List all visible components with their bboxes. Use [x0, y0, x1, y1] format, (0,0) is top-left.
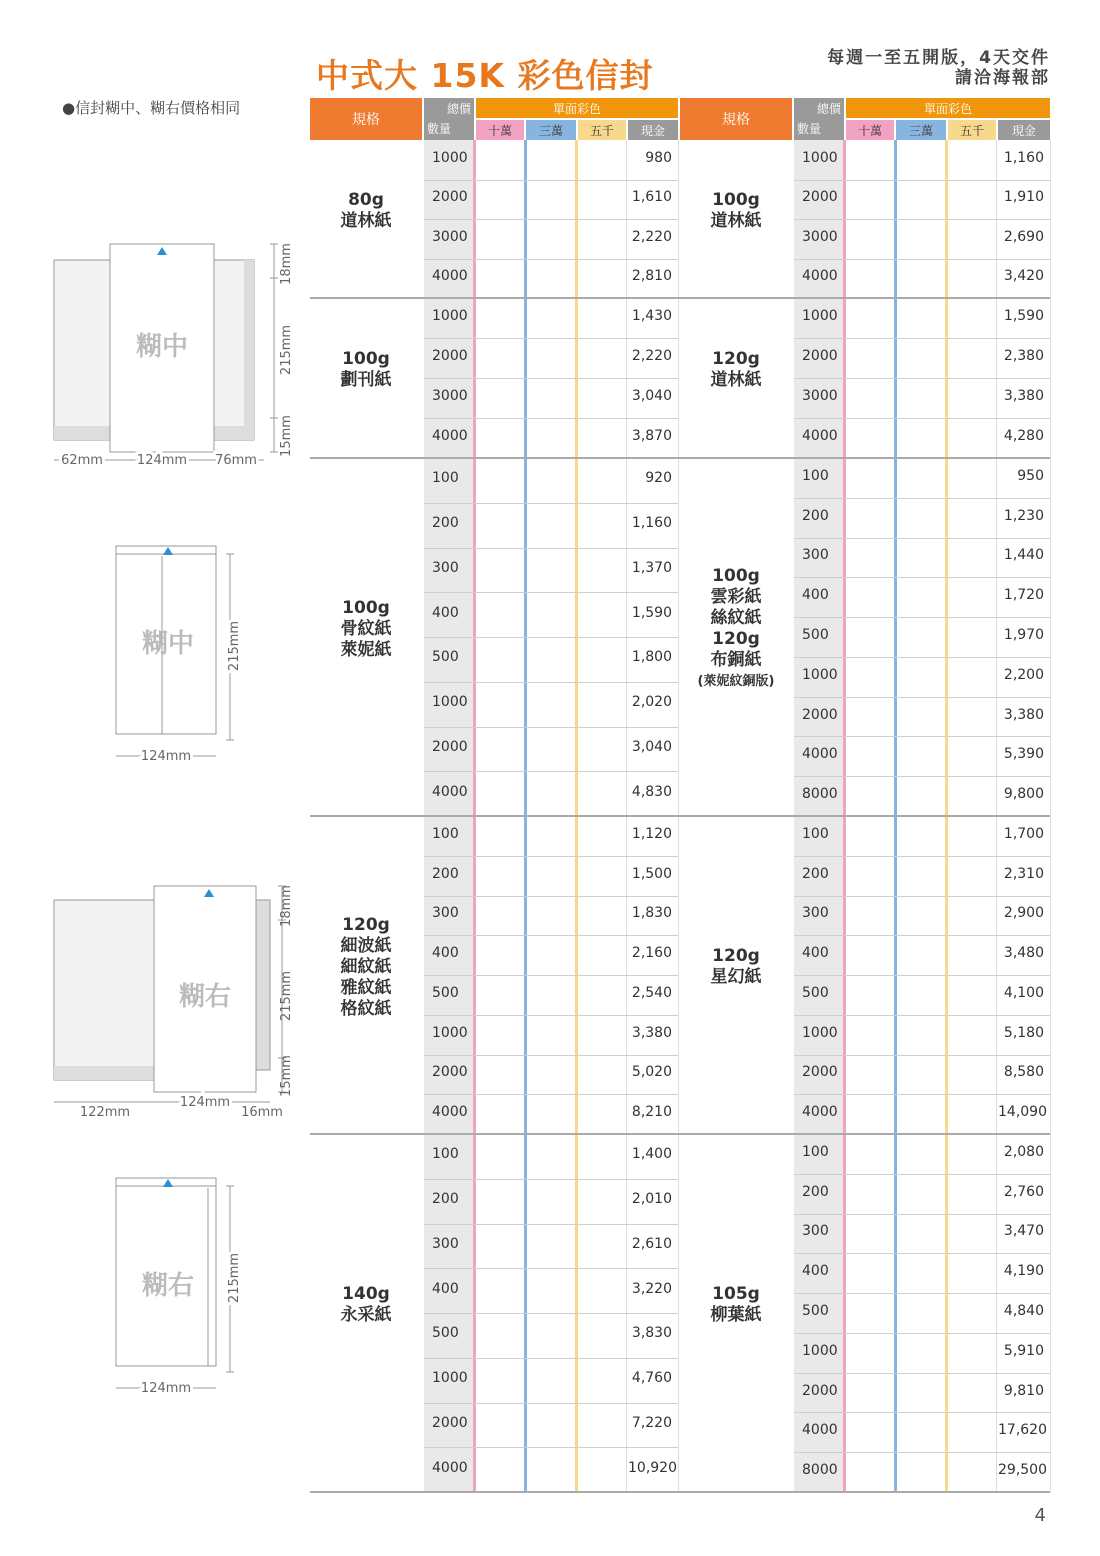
cash-price-cell: 950: [1017, 467, 1044, 484]
envelope-diagram-right-open: [50, 880, 310, 1120]
spec-line: 格紋紙: [340, 998, 392, 1019]
qty-cell: 2000: [432, 348, 468, 364]
header-quantity: 數量: [797, 122, 822, 136]
qty-cell: 8000: [802, 1462, 838, 1479]
block-divider-0: [310, 297, 1050, 299]
table-row-divider: [794, 1055, 1050, 1056]
cash-price-cell: 2,810: [631, 268, 672, 285]
cash-price-cell: 4,280: [1003, 428, 1044, 444]
cash-price-cell: 1,700: [1003, 825, 1044, 842]
cash-price-cell: 2,080: [1003, 1143, 1044, 1160]
table-row-divider: [794, 776, 1050, 777]
spec-line: 永采紙: [340, 1305, 392, 1325]
spec-line: 道林紙: [710, 211, 762, 231]
cash-price-cell: 1,590: [1003, 308, 1044, 324]
table-row-divider: [794, 1015, 1050, 1016]
table-row-divider: [424, 259, 678, 260]
table-row-divider: [424, 935, 678, 936]
glue-label: 糊右: [141, 1271, 195, 1301]
qty-cell: 200: [802, 1183, 829, 1200]
qty-cell: 300: [432, 1235, 459, 1252]
dim-bottom-flap: 15mm: [279, 1055, 294, 1097]
qty-cell: 2000: [802, 1382, 838, 1399]
qty-cell: 200: [802, 865, 829, 882]
block-divider-4: [310, 1491, 1050, 1493]
table-row-divider: [794, 418, 1050, 419]
cash-price-cell: 8,580: [1003, 1064, 1044, 1081]
cash-price-cell: 1,910: [1003, 189, 1044, 206]
qty-cell: 100: [432, 1146, 459, 1163]
table-row-divider: [794, 498, 1050, 499]
qty-cell: 4000: [802, 428, 838, 444]
qty-cell: 2000: [432, 1064, 468, 1081]
cash-price-cell: 1,610: [631, 189, 672, 206]
table-row-divider: [794, 1174, 1050, 1175]
cash-price-cell: 2,610: [631, 1235, 672, 1252]
block-divider-2: [310, 815, 1050, 817]
cash-price-cell: 5,910: [1003, 1342, 1044, 1359]
cash-price-cell: 3,040: [631, 388, 672, 404]
header-qty-price-right: [794, 98, 844, 140]
dim-bottom-flap: 15mm: [279, 415, 294, 457]
table-row-divider: [424, 592, 678, 593]
header-col-right-1: 三萬: [896, 120, 946, 140]
table-row-divider: [794, 1412, 1050, 1413]
cash-price-cell: 2,220: [631, 228, 672, 245]
cash-price-cell: 920: [645, 470, 672, 487]
cash-price-cell: 1,830: [631, 905, 672, 922]
dim-width: 124mm: [140, 1381, 192, 1396]
table-row-divider: [794, 697, 1050, 698]
envelope-diagram-right-closed: [110, 1172, 250, 1402]
dim-right-flap: 16mm: [241, 1105, 283, 1120]
qty-cell: 400: [432, 1280, 459, 1297]
qty-cell: 1000: [802, 1024, 838, 1041]
spec-label-right-2: [680, 566, 792, 692]
table-row-divider: [794, 1214, 1050, 1215]
qty-cell: 1000: [802, 149, 838, 166]
qty-cell: 3000: [802, 228, 838, 245]
qty-cell: 100: [802, 825, 829, 842]
cash-price-cell: 1,370: [631, 559, 672, 576]
dim-height: 215mm: [227, 1252, 242, 1304]
spec-line: 雲彩紙: [710, 587, 762, 607]
table-row-divider: [424, 1358, 678, 1359]
table-row-divider: [424, 1403, 678, 1404]
qty-cell: 2000: [432, 1414, 468, 1431]
cash-price-cell: 5,020: [631, 1064, 672, 1081]
cash-price-cell: 3,480: [1003, 945, 1044, 962]
qty-cell: 4000: [432, 428, 468, 444]
table-row-divider: [424, 180, 678, 181]
glue-label: 糊中: [141, 629, 195, 659]
cash-price-cell: 3,380: [1003, 388, 1044, 404]
qty-cell: 1000: [432, 308, 468, 324]
cash-price-cell: 9,800: [1003, 786, 1044, 803]
dim-center-panel: 124mm: [179, 1095, 231, 1110]
spec-label-left-1: [310, 349, 422, 391]
cash-price-cell: 1,720: [1003, 587, 1044, 604]
header-col-left-1: 三萬: [526, 120, 576, 140]
cash-price-cell: 14,090: [998, 1104, 1047, 1121]
header-col-right-3: 現金: [998, 120, 1050, 140]
table-row-divider: [424, 1224, 678, 1225]
spec-label-left-4: [310, 1284, 422, 1326]
header-total-price: 總價: [816, 102, 841, 116]
cash-price-cell: 980: [645, 149, 672, 166]
qty-cell: 100: [802, 467, 829, 484]
dim-left-panel: 122mm: [79, 1105, 131, 1120]
envelope-diagram-center-open: [50, 240, 310, 470]
cash-price-cell: 1,160: [631, 515, 672, 532]
table-row-divider: [424, 1055, 678, 1056]
qty-cell: 400: [802, 587, 829, 604]
table-row-divider: [424, 727, 678, 728]
spec-line: 120g: [342, 914, 390, 935]
qty-cell: 2000: [432, 189, 468, 206]
qty-cell: 100: [802, 1143, 829, 1160]
cash-price-cell: 1,230: [1003, 507, 1044, 524]
table-row-divider: [424, 1094, 678, 1095]
qty-cell: 500: [432, 1325, 459, 1342]
spec-line: 道林紙: [710, 370, 762, 390]
table-row-divider: [424, 378, 678, 379]
table-row-divider: [424, 682, 678, 683]
table-row-divider: [794, 259, 1050, 260]
table-row-divider: [424, 1447, 678, 1448]
qty-cell: 500: [802, 1303, 829, 1319]
table-row-divider: [794, 219, 1050, 220]
qty-cell: 4000: [432, 783, 468, 800]
qty-cell: 1000: [432, 149, 468, 166]
cash-price-cell: 2,760: [1003, 1183, 1044, 1200]
header-col-right-2: 五千: [948, 120, 996, 140]
table-row-divider: [424, 1015, 678, 1016]
price-note: ●信封糊中、糊右價格相同: [62, 99, 241, 117]
header-col-left-2: 五千: [578, 120, 626, 140]
qty-cell: 2000: [802, 706, 838, 723]
header-spec-left: 規格: [310, 98, 422, 140]
cash-price-cell: 4,830: [631, 783, 672, 800]
spec-line: 星幻紙: [710, 967, 762, 987]
spec-line: 80g: [348, 190, 384, 210]
cash-price-cell: 2,900: [1003, 905, 1044, 922]
qty-cell: 300: [802, 547, 829, 564]
qty-cell: 500: [432, 984, 459, 1001]
qty-cell: 100: [432, 825, 459, 842]
half-divider-right: [1050, 140, 1051, 1492]
qty-cell: 4000: [802, 746, 838, 763]
qty-cell: 3000: [432, 228, 468, 245]
dim-top-flap: 18mm: [279, 243, 294, 285]
cash-price-cell: 3,380: [631, 1024, 672, 1041]
cash-price-cell: 29,500: [998, 1462, 1047, 1479]
cash-price-cell: 2,540: [631, 984, 672, 1001]
spec-line: 雅紋紙: [340, 977, 392, 998]
table-row-divider: [794, 338, 1050, 339]
spec-label-left-0: [310, 190, 422, 232]
cash-price-cell: 2,200: [1003, 666, 1044, 683]
qty-cell: 8000: [802, 786, 838, 803]
glue-label: 糊中: [135, 332, 189, 362]
table-row-divider: [794, 657, 1050, 658]
table-row-divider: [794, 1373, 1050, 1374]
table-row-divider: [424, 637, 678, 638]
spec-label-right-4: [680, 1284, 792, 1326]
spec-line: (萊妮紋銅版): [697, 674, 775, 689]
schedule-notice-line2: 請洽海報部: [955, 68, 1050, 88]
qty-cell: 200: [432, 1191, 459, 1208]
spec-line: 細紋紙: [340, 956, 392, 977]
cash-price-cell: 8,210: [631, 1104, 672, 1121]
qty-cell: 4000: [802, 268, 838, 285]
table-row-divider: [794, 1094, 1050, 1095]
cash-price-cell: 3,220: [631, 1280, 672, 1297]
cash-price-cell: 2,380: [1003, 348, 1044, 364]
table-row-divider: [794, 975, 1050, 976]
qty-cell: 400: [802, 1263, 829, 1280]
spec-line: 105g: [712, 1284, 760, 1304]
table-row-divider: [794, 896, 1050, 897]
glue-label: 糊右: [178, 982, 232, 1012]
cash-price-cell: 2,310: [1003, 865, 1044, 882]
schedule-notice: [827, 48, 1050, 88]
envelope-diagram-center-closed: [110, 540, 250, 770]
cash-price-cell: 4,100: [1003, 984, 1044, 1001]
qty-cell: 4000: [802, 1104, 838, 1121]
header-qty-price-left: [424, 98, 474, 140]
table-row-divider: [794, 180, 1050, 181]
qty-cell: 4000: [802, 1422, 838, 1439]
cash-price-cell: 4,840: [1003, 1303, 1044, 1319]
qty-cell: 3000: [802, 388, 838, 404]
block-divider-3: [310, 1133, 1050, 1135]
spec-line: 萊妮紙: [340, 639, 392, 660]
spec-line: 劃刊紙: [340, 370, 392, 390]
qty-cell: 1000: [432, 1370, 468, 1387]
spec-line: 布銅紙: [710, 650, 762, 670]
qty-cell: 300: [432, 905, 459, 922]
spec-label-left-3: [310, 915, 422, 1020]
table-row-divider: [794, 617, 1050, 618]
cash-price-cell: 2,020: [631, 694, 672, 711]
table-row-divider: [794, 378, 1050, 379]
qty-cell: 2000: [802, 1064, 838, 1081]
qty-cell: 400: [802, 945, 829, 962]
cash-price-cell: 3,870: [631, 428, 672, 444]
qty-cell: 300: [802, 1223, 829, 1240]
qty-cell: 1000: [802, 666, 838, 683]
qty-cell: 500: [802, 627, 829, 643]
cash-price-cell: 2,220: [631, 348, 672, 364]
table-row-divider: [424, 418, 678, 419]
cash-price-cell: 1,590: [631, 604, 672, 621]
table-row-divider: [424, 856, 678, 857]
cash-price-cell: 9,810: [1003, 1382, 1044, 1399]
cash-price-cell: 10,920: [628, 1459, 677, 1476]
spec-line: 120g: [712, 946, 760, 966]
dim-center-panel: 124mm: [136, 453, 188, 468]
table-row-divider: [424, 503, 678, 504]
qty-cell: 300: [802, 905, 829, 922]
table-row-divider: [424, 1313, 678, 1314]
spec-label-right-1: [680, 349, 792, 391]
cash-price-cell: 1,500: [631, 865, 672, 882]
spec-label-right-3: [680, 946, 792, 988]
table-row-divider: [794, 538, 1050, 539]
qty-cell: 200: [802, 507, 829, 524]
dim-height: 215mm: [279, 970, 294, 1022]
dim-height: 215mm: [279, 324, 294, 376]
cash-price-cell: 3,830: [631, 1325, 672, 1342]
dim-top-flap: 18mm: [279, 885, 294, 927]
table-row-divider: [794, 577, 1050, 578]
qty-cell: 4000: [432, 1104, 468, 1121]
table-row-divider: [794, 1452, 1050, 1453]
cash-price-cell: 2,010: [631, 1191, 672, 1208]
table-row-divider: [794, 1253, 1050, 1254]
cash-price-cell: 2,690: [1003, 228, 1044, 245]
cash-price-cell: 3,470: [1003, 1223, 1044, 1240]
cash-price-cell: 3,420: [1003, 268, 1044, 285]
header-single-color-left: 單面彩色: [476, 98, 678, 118]
cash-price-cell: 1,440: [1003, 547, 1044, 564]
qty-cell: 500: [432, 649, 459, 666]
header-col-left-3: 現金: [628, 120, 678, 140]
qty-cell: 100: [432, 470, 459, 487]
table-row-divider: [424, 338, 678, 339]
page-title: 中式大 15K 彩色信封: [316, 56, 654, 95]
table-row-divider: [794, 1333, 1050, 1334]
qty-cell: 400: [432, 945, 459, 962]
header-col-left-0: 十萬: [476, 120, 524, 140]
table-row-divider: [424, 975, 678, 976]
qty-cell: 2000: [802, 348, 838, 364]
spec-line: 100g: [712, 190, 760, 210]
qty-cell: 300: [432, 559, 459, 576]
cash-price-cell: 5,180: [1003, 1024, 1044, 1041]
spec-line: 100g: [342, 597, 390, 618]
table-row-divider: [424, 771, 678, 772]
table-row-divider: [424, 1179, 678, 1180]
cash-price-cell: 4,760: [631, 1370, 672, 1387]
spec-label-right-0: [680, 190, 792, 232]
dim-width: 124mm: [140, 749, 192, 764]
dim-left-panel: 62mm: [61, 453, 103, 468]
qty-cell: 1000: [802, 1342, 838, 1359]
cash-price-cell: 1,120: [631, 825, 672, 842]
cash-price-cell: 2,160: [631, 945, 672, 962]
header-quantity: 數量: [427, 122, 452, 136]
cash-price-cell: 7,220: [631, 1414, 672, 1431]
qty-cell: 2000: [432, 738, 468, 755]
spec-line: 120g: [712, 629, 760, 649]
cash-price-cell: 5,390: [1003, 746, 1044, 763]
table-row-divider: [424, 219, 678, 220]
dim-height: 215mm: [227, 620, 242, 672]
spec-label-left-2: [310, 598, 422, 661]
qty-cell: 2000: [802, 189, 838, 206]
qty-cell: 1000: [432, 1024, 468, 1041]
cash-price-cell: 3,040: [631, 738, 672, 755]
cash-price-cell: 3,380: [1003, 706, 1044, 723]
block-divider-1: [310, 457, 1050, 459]
schedule-notice-line1: 每週一至五開版，4天交件: [827, 48, 1050, 68]
spec-line: 道林紙: [340, 211, 392, 231]
page-number: 4: [1034, 1505, 1046, 1526]
table-row-divider: [424, 1268, 678, 1269]
cash-price-cell: 1,430: [631, 308, 672, 324]
qty-cell: 4000: [432, 1459, 468, 1476]
spec-line: 柳葉紙: [710, 1305, 762, 1325]
table-row-divider: [794, 1293, 1050, 1294]
table-row-divider: [424, 548, 678, 549]
cash-price-cell: 1,800: [631, 649, 672, 666]
cash-price-cell: 1,400: [631, 1146, 672, 1163]
qty-cell: 1000: [432, 694, 468, 711]
table-row-divider: [794, 856, 1050, 857]
spec-line: 骨紋紙: [340, 618, 392, 639]
table-row-divider: [424, 896, 678, 897]
cash-price-cell: 4,190: [1003, 1263, 1044, 1280]
qty-cell: 3000: [432, 388, 468, 404]
table-row-divider: [794, 736, 1050, 737]
qty-cell: 200: [432, 515, 459, 532]
dim-right-panel: 76mm: [215, 453, 257, 468]
spec-line: 140g: [342, 1284, 390, 1304]
spec-line: 100g: [342, 349, 390, 369]
table-row-divider: [794, 935, 1050, 936]
spec-line: 絲紋紙: [710, 608, 762, 628]
header-spec-right: 規格: [680, 98, 792, 140]
cash-price-cell: 17,620: [998, 1422, 1047, 1439]
cash-price-cell: 1,970: [1003, 627, 1044, 643]
qty-cell: 1000: [802, 308, 838, 324]
qty-cell: 400: [432, 604, 459, 621]
spec-line: 120g: [712, 349, 760, 369]
qty-cell: 500: [802, 984, 829, 1001]
header-total-price: 總價: [446, 102, 471, 116]
spec-line: 細波紙: [340, 935, 392, 956]
cash-price-cell: 1,160: [1003, 149, 1044, 166]
qty-cell: 200: [432, 865, 459, 882]
header-col-right-0: 十萬: [846, 120, 894, 140]
spec-line: 100g: [712, 566, 760, 586]
header-single-color-right: 單面彩色: [846, 98, 1050, 118]
qty-cell: 4000: [432, 268, 468, 285]
